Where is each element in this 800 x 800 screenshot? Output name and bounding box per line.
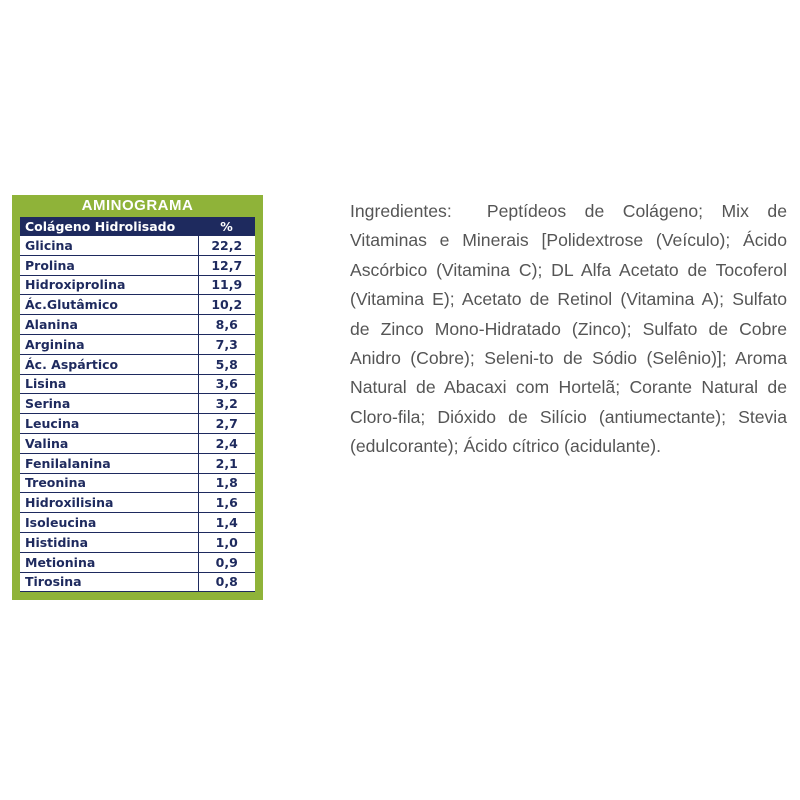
amino-acid-percent: 2,7 — [198, 414, 255, 434]
amino-acid-percent: 8,6 — [198, 315, 255, 335]
amino-acid-name: Lisina — [20, 374, 198, 394]
amino-acid-percent: 22,2 — [198, 236, 255, 255]
amino-acid-percent: 2,1 — [198, 453, 255, 473]
table-row — [20, 493, 255, 513]
table-row — [20, 334, 255, 354]
amino-acid-name: Treonina — [20, 473, 198, 493]
table-row — [20, 374, 255, 394]
amino-acid-percent: 10,2 — [198, 295, 255, 315]
amino-acid-percent: 1,6 — [198, 493, 255, 513]
table-header-row — [20, 217, 255, 236]
table-row — [20, 552, 255, 572]
amino-acid-percent: 7,3 — [198, 334, 255, 354]
amino-acid-percent: 0,9 — [198, 552, 255, 572]
table-row — [20, 513, 255, 533]
amino-acid-percent: 3,6 — [198, 374, 255, 394]
aminogram-table-body — [20, 236, 255, 592]
table-row — [20, 315, 255, 335]
table-row — [20, 354, 255, 374]
table-row — [20, 275, 255, 295]
amino-acid-name: Leucina — [20, 414, 198, 434]
amino-acid-name: Prolina — [20, 255, 198, 275]
table-row — [20, 572, 255, 592]
amino-acid-name: Serina — [20, 394, 198, 414]
amino-acid-name: Hidroxilisina — [20, 493, 198, 513]
amino-acid-name: Hidroxiprolina — [20, 275, 198, 295]
amino-acid-name: Glicina — [20, 236, 198, 255]
amino-acid-percent: 2,4 — [198, 433, 255, 453]
amino-acid-name: Ác. Aspártico — [20, 354, 198, 374]
table-row — [20, 473, 255, 493]
table-row — [20, 414, 255, 434]
amino-acid-percent: 1,4 — [198, 513, 255, 533]
aminogram-panel — [12, 195, 263, 600]
amino-acid-percent: 5,8 — [198, 354, 255, 374]
amino-acid-name: Arginina — [20, 334, 198, 354]
amino-acid-name: Metionina — [20, 552, 198, 572]
aminogram-title: AMINOGRAMA — [81, 197, 194, 214]
table-row — [20, 433, 255, 453]
amino-acid-name: Histidina — [20, 532, 198, 552]
aminogram-table — [20, 217, 255, 592]
amino-acid-percent: 1,0 — [198, 532, 255, 552]
table-row — [20, 255, 255, 275]
table-row — [20, 532, 255, 552]
amino-acid-name: Isoleucina — [20, 513, 198, 533]
amino-acid-percent: 1,8 — [198, 473, 255, 493]
amino-acid-name: Ác.Glutâmico — [20, 295, 198, 315]
amino-acid-percent: 3,2 — [198, 394, 255, 414]
table-row — [20, 295, 255, 315]
ingredients-text: Ingredientes: Peptídeos de Colágeno; Mix de Vitaminas e Minerais [Polidextrose (Veículo); Ácido Ascórbico (Vitamina C); DL Alfa Acetato de Tocoferol (Vitamina E); Acetato de Retinol (Vitamina A); Sulfato de Zinco Mono-Hidratado (Zinco); Sulfato de Cobre Anidro (Cobre); Seleni-to de Sódio (Selênio)]; Aroma Natural de Abacaxi com Hortelã; Corante Natural de Cloro-fila; Dióxido de Silício (antiumectante); Stevia (edulcorante); Ácido cítrico (acidulante). — [350, 201, 787, 457]
amino-acid-percent: 11,9 — [198, 275, 255, 295]
amino-acid-name: Valina — [20, 433, 198, 453]
table-row — [20, 236, 255, 255]
amino-acid-name: Tirosina — [20, 572, 198, 592]
amino-acid-name: Fenilalanina — [20, 453, 198, 473]
table-row — [20, 394, 255, 414]
amino-acid-name: Alanina — [20, 315, 198, 335]
table-row — [20, 453, 255, 473]
column-header-percent: % — [198, 217, 255, 236]
amino-acid-percent: 0,8 — [198, 572, 255, 592]
amino-acid-percent: 12,7 — [198, 255, 255, 275]
column-header-name: Colágeno Hidrolisado — [20, 217, 198, 236]
